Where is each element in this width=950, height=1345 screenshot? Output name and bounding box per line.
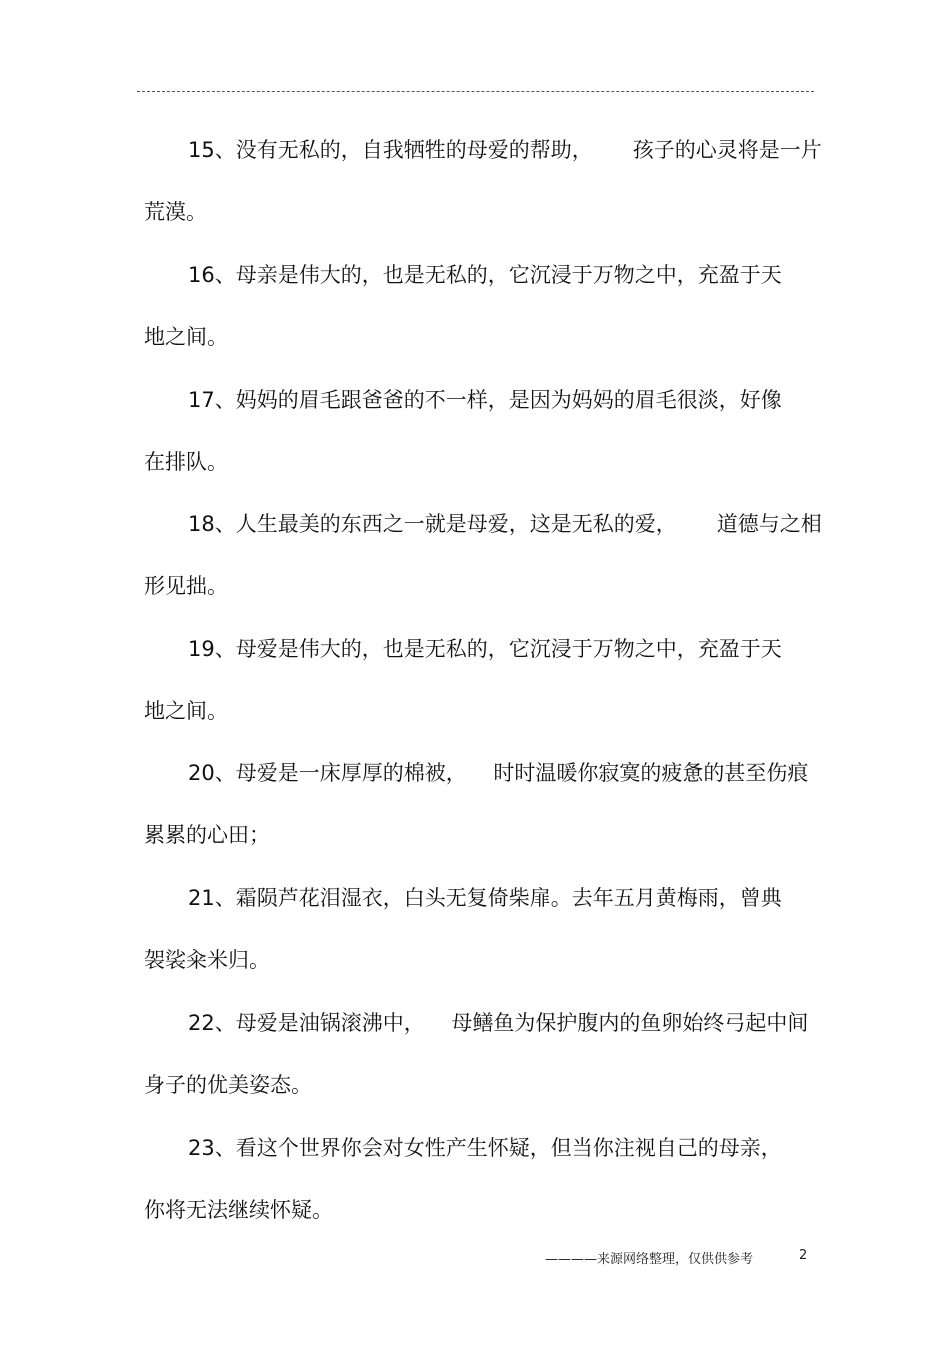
quote-paragraph-17 bbox=[144, 369, 814, 493]
quote-paragraph-18 bbox=[144, 493, 822, 617]
paragraph-line-1: 22、母爱是油锅滚沸中， 母鳝鱼为保护腹内的鱼卵始终弓起中间 bbox=[188, 1011, 809, 1035]
paragraph-line-2: 你将无法继续怀疑。 bbox=[144, 1198, 333, 1222]
paragraph-line-2: 身子的优美姿态。 bbox=[144, 1073, 312, 1097]
paragraph-line-1: 21、霜陨芦花泪湿衣，白头无复倚柴扉。去年五月黄梅雨，曾典 bbox=[188, 886, 782, 910]
quote-paragraph-23 bbox=[144, 1117, 814, 1241]
paragraph-line-1: 15、没有无私的，自我牺牲的母爱的帮助， 孩子的心灵将是一片 bbox=[188, 138, 822, 162]
page-number: 2 bbox=[799, 1248, 808, 1263]
paragraph-line-1: 23、看这个世界你会对女性产生怀疑，但当你注视自己的母亲， bbox=[188, 1136, 782, 1160]
paragraph-line-1: 20、母爱是一床厚厚的棉被， 时时温暖你寂寞的疲惫的甚至伤痕 bbox=[188, 761, 809, 785]
quote-paragraph-19 bbox=[144, 618, 814, 742]
quote-paragraph-22 bbox=[144, 992, 814, 1116]
quote-paragraph-20 bbox=[144, 742, 814, 866]
paragraph-line-1: 17、妈妈的眉毛跟爸爸的不一样，是因为妈妈的眉毛很淡，好像 bbox=[188, 388, 782, 412]
paragraph-line-2: 地之间。 bbox=[144, 699, 228, 723]
paragraph-line-2: 袈裟籴米归。 bbox=[144, 948, 270, 972]
paragraph-line-2: 在排队。 bbox=[144, 450, 228, 474]
paragraph-line-2: 地之间。 bbox=[144, 325, 228, 349]
paragraph-line-1: 18、人生最美的东西之一就是母爱，这是无私的爱， 道德与之相 bbox=[188, 512, 822, 536]
header-divider bbox=[137, 91, 814, 92]
quote-paragraph-21 bbox=[144, 867, 814, 991]
footer-source-note: ————来源网络整理，仅供供参考 bbox=[545, 1252, 754, 1267]
paragraph-line-1: 16、母亲是伟大的，也是无私的，它沉浸于万物之中，充盈于天 bbox=[188, 263, 782, 287]
paragraph-line-1: 19、母爱是伟大的，也是无私的，它沉浸于万物之中，充盈于天 bbox=[188, 637, 782, 661]
paragraph-line-2: 形见拙。 bbox=[144, 574, 228, 598]
quote-paragraph-16 bbox=[144, 244, 814, 368]
paragraph-line-2: 荒漠。 bbox=[144, 200, 207, 224]
quote-paragraph-15 bbox=[144, 119, 822, 243]
paragraph-line-2: 累累的心田； bbox=[144, 823, 270, 847]
